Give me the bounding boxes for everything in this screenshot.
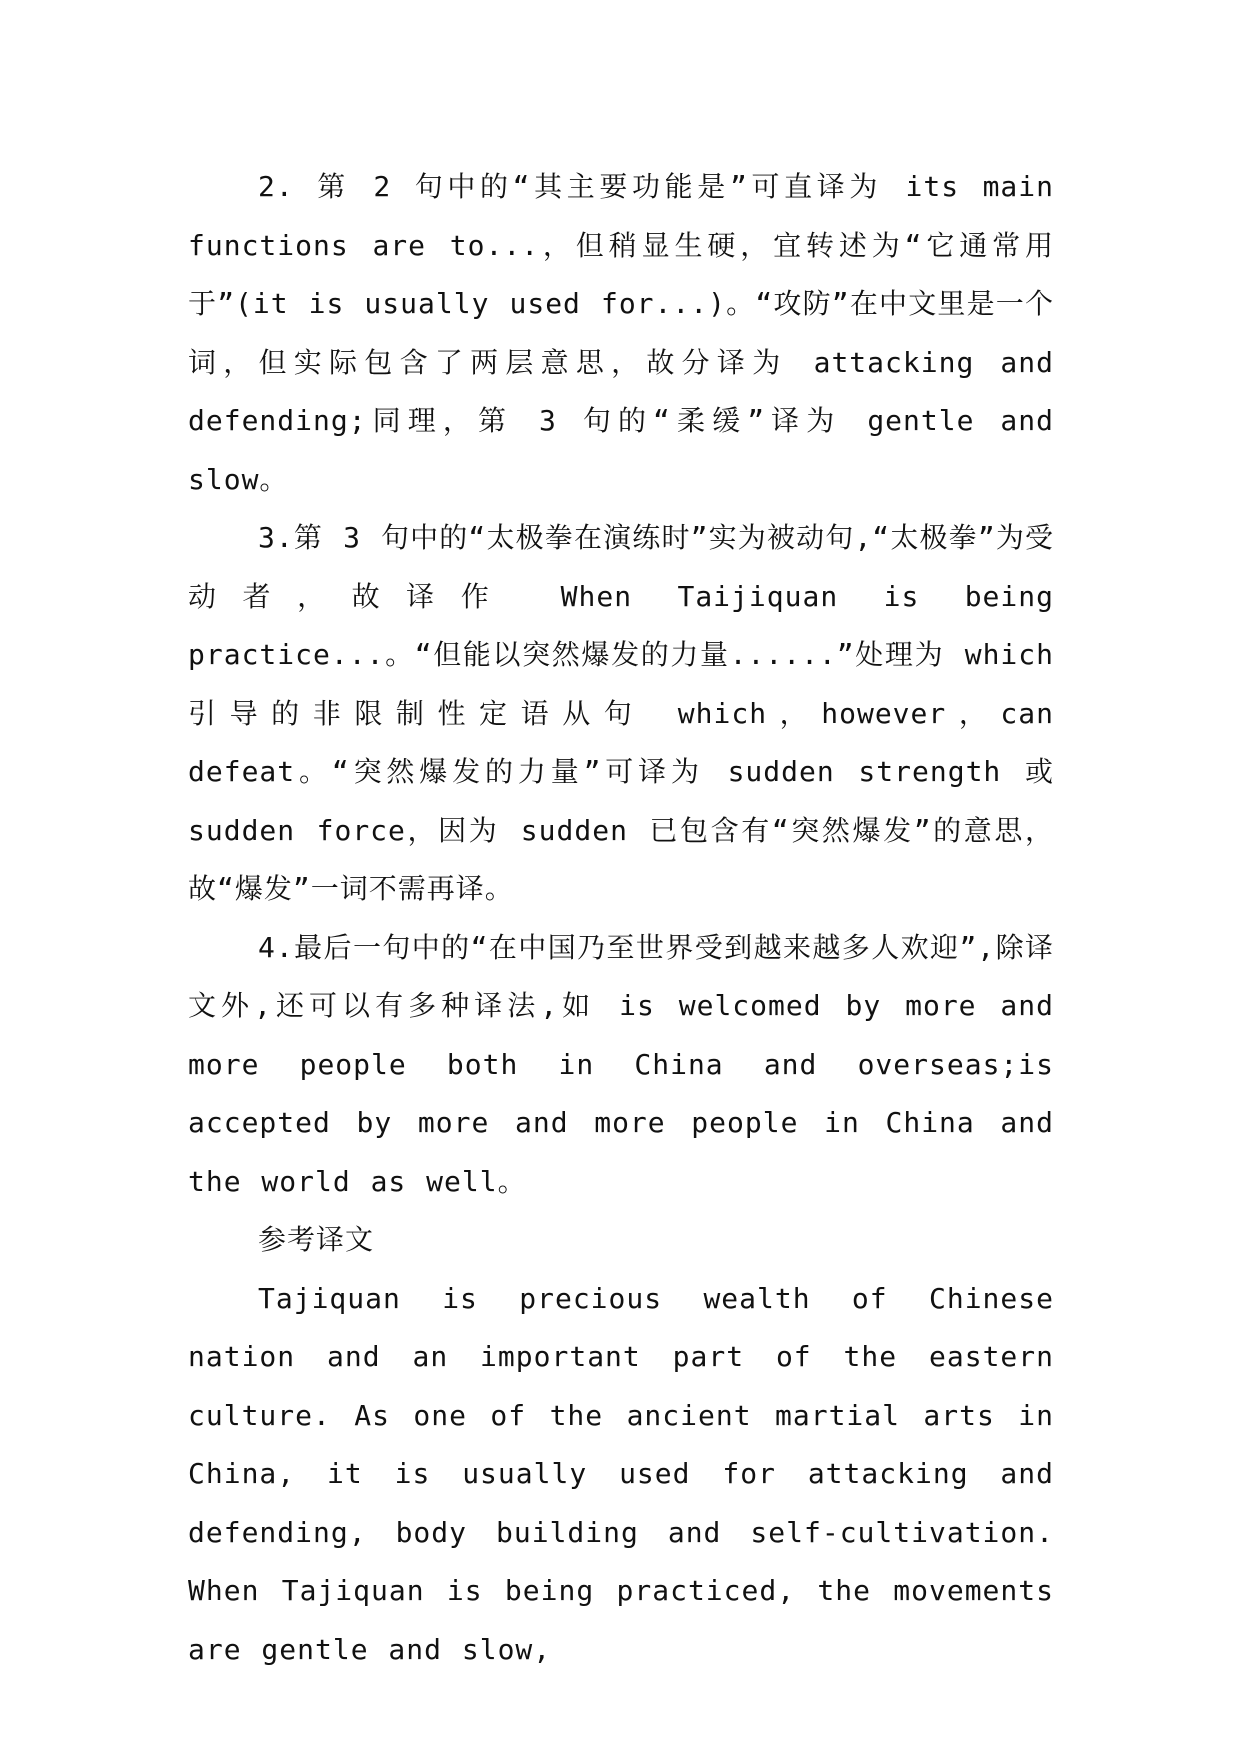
reference-translation-text: Tajiquan is precious wealth of Chinese nation and an important part of the eastern culture. As one of the ancient martial arts in China, it is usually used for attacking and defending, body building and self-cultivation. When Tajiquan is being practiced, the movements are gentle and slow, xyxy=(188,1281,1054,1666)
note-paragraph-2: 2. 第 2 句中的“其主要功能是”可直译为 its main functions are to...，但稍显生硬，宜转述为“它通常用于”(it is usually used for...)。“攻防”在中文里是一个词，但实际包含了两层意思，故分译为 attacking and defending;同理，第 3 句的“柔缓”译为 gentle and slow。 xyxy=(188,170,1054,496)
document-body xyxy=(188,158,1054,1679)
note-paragraph-3: 3.第 3 句中的“太极拳在演练时”实为被动句,“太极拳”为受动者，故译作 When Taijiquan is being practice...。“但能以突然爆发的力量......”处理为 which 引导的非限制性定语从句 which，however，can defeat。“突然爆发的力量”可译为 sudden strength 或 sudden force，因为 sudden 已包含有“突然爆发”的意思，故“爆发”一词不需再译。 xyxy=(188,521,1054,905)
reference-translation-heading: 参考译文 xyxy=(258,1223,375,1256)
note-paragraph-4: 4.最后一句中的“在中国乃至世界受到越来越多人欢迎”,除译文外,还可以有多种译法,如 is welcomed by more and more people both in China and overseas;is accepted by more and more people in China and the world as well。 xyxy=(188,930,1054,1198)
